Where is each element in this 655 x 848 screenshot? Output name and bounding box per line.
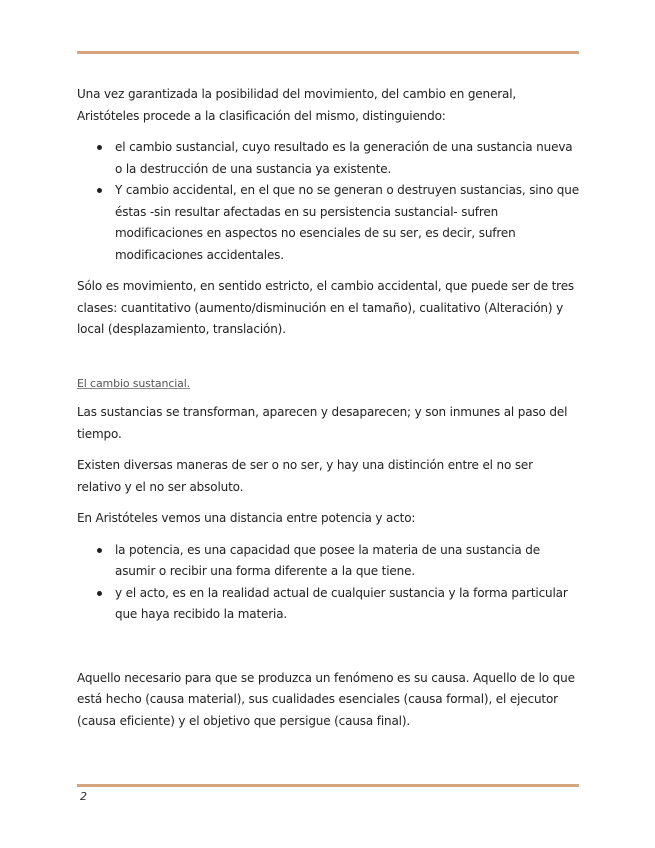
- change-types-list: [77, 137, 579, 266]
- cause-paragraph: Aquello necesario para que se produzca un fenómeno es su causa. Aquello de lo que está hecho (causa material), sus cualidades esenciales (causa formal), el ejecutor (causa eficiente) y el objetivo que persigue (causa final).: [77, 670, 575, 728]
- footer-rule: [77, 784, 579, 787]
- being-paragraph: Existen diversas maneras de ser o no ser, y hay una distinción entre el no ser relativo y el no ser absoluto.: [77, 458, 533, 494]
- potency-intro-paragraph: En Aristóteles vemos una distancia entre potencia y acto:: [77, 511, 416, 525]
- spacer: [77, 351, 579, 373]
- intro-paragraph: Una vez garantizada la posibilidad del movimiento, del cambio en general, Aristóteles procede a la clasificación del mismo, distinguiendo:: [77, 87, 517, 123]
- page-body: [77, 84, 579, 742]
- spacer: [77, 636, 579, 668]
- movement-paragraph: Sólo es movimiento, en sentido estricto, el cambio accidental, que puede ser de tres clases: cuantitativo (aumento/disminución en el tamaño), cualitativo (Alteración) y local (desplazamiento, translación).: [77, 279, 575, 336]
- list-item: y el acto, es en la realidad actual de cualquier sustancia y la forma particular que haya recibido la materia.: [115, 583, 579, 626]
- list-item: la potencia, es una capacidad que posee la materia de una sustancia de asumir o recibir una forma diferente a la que tiene.: [115, 540, 579, 583]
- header-rule: [77, 51, 579, 54]
- section-heading: El cambio sustancial.: [77, 376, 190, 390]
- potency-act-list: [77, 540, 579, 626]
- list-item: Y cambio accidental, en el que no se generan o destruyen sustancias, sino que éstas -sin resultar afectadas en su persistencia sustancial- sufren modificaciones en aspectos no esenciales de su ser, es decir, sufren modificaciones accidentales.: [115, 180, 579, 266]
- list-item: el cambio sustancial, cuyo resultado es la generación de una sustancia nueva o la destrucción de una sustancia ya existente.: [115, 137, 579, 180]
- substances-paragraph: Las sustancias se transforman, aparecen y desaparecen; y son inmunes al paso del tiempo.: [77, 405, 568, 441]
- page-number: 2: [80, 790, 87, 803]
